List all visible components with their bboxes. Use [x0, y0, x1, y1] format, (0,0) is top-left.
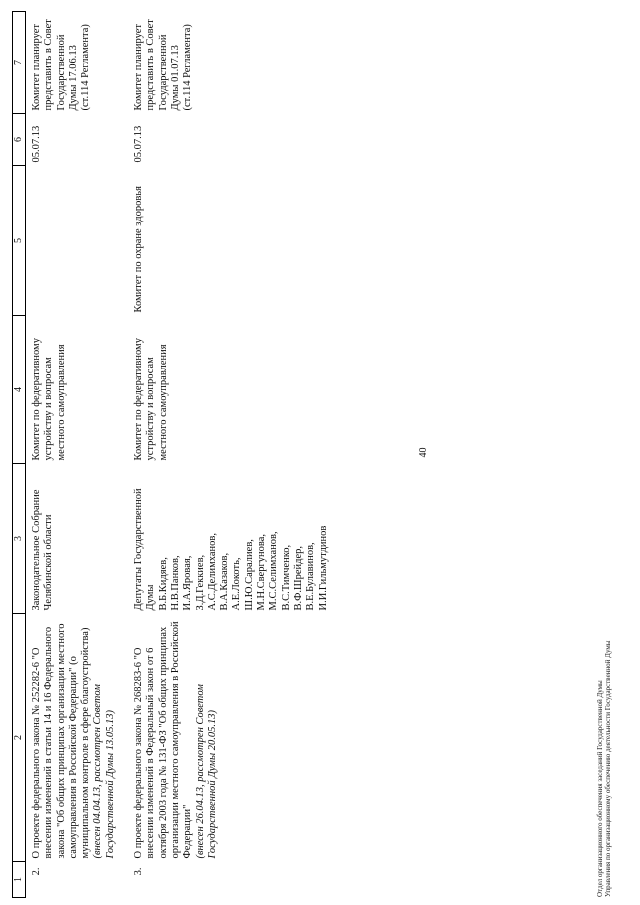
review-date: 05.07.13	[133, 125, 145, 163]
deputy-name: М.С.Селимханов,	[268, 531, 280, 611]
initiator: Депутаты Государственной Думы	[133, 488, 157, 611]
column-header: 2	[13, 614, 26, 862]
column-header: 7	[13, 12, 26, 114]
table-header-row	[13, 12, 26, 898]
bill-note: (внесен 26.04.13, рассмотрен Советом Государственной Думы 20.05.13)	[194, 684, 218, 859]
deputy-name: Ш.Ю.Саралиев,	[243, 539, 255, 611]
co-executor-committee	[26, 166, 120, 316]
deputy-name: И.А.Яровая,	[182, 555, 194, 611]
deputies-list	[158, 467, 330, 611]
co-executor-committee: Комитет по охране здоровья	[133, 186, 145, 313]
table-row	[26, 12, 120, 898]
bill-title: О проекте федерального закона № 252282-6 "О внесении изменений в статьи 14 и 16 Федерального закона "Об общих принципах организации местного самоуправления в Российской Федерации" (о муниципальном контроле в сфере благоустройства)	[31, 623, 92, 859]
row-number: 2.	[31, 867, 42, 876]
deputy-name: А.Е.Локоть,	[231, 557, 243, 611]
initiator-cell	[26, 464, 120, 614]
deputy-name: В.Б.Кидяев,	[157, 557, 169, 611]
deputy-name: В.С.Тимченко,	[280, 544, 292, 611]
bill-cell	[26, 614, 120, 862]
column-header: 5	[13, 166, 26, 316]
bill-note: (внесен 04.04.13, рассмотрен Советом Государственной Думы 13.05.13)	[92, 684, 116, 859]
deputy-name: И.И.Гильмутдинов	[317, 525, 329, 611]
table-row	[119, 12, 332, 898]
deputy-name: З.Д.Геккиев,	[194, 554, 206, 611]
deputy-name: В.Ф.Шрейдер,	[292, 545, 304, 611]
deputy-name: В.Е.Булавинов,	[305, 542, 317, 611]
deputy-name: Н.В.Панков,	[169, 555, 181, 611]
column-header: 4	[13, 316, 26, 464]
initiator: Законодательное Собрание Челябинской области	[31, 489, 55, 611]
column-header: 1	[13, 862, 26, 898]
bills-table	[12, 11, 332, 898]
footer-line: Отдел организационного обеспечения заседаний Государственной Думы	[596, 680, 604, 897]
deputy-name: В.А.Казаков,	[219, 552, 231, 611]
initiator-cell	[119, 464, 332, 614]
column-header: 3	[13, 464, 26, 614]
bill-title: О проекте федерального закона № 268283-6 "О внесении изменений в Федеральный закон от 6 октября 2003 года № 131-ФЗ "Об общих принципах организации местного самоуправления в Российской Федерации"	[133, 621, 194, 859]
page-number: 40	[418, 447, 429, 458]
review-date: 05.07.13	[31, 125, 42, 163]
deputy-name: А.С.Делимханов,	[206, 532, 218, 611]
responsible-committee: Комитет по федеративному устройству и вопросам местного самоуправления	[31, 338, 67, 461]
footer-line: Управления по организационному обеспечению деятельности Государственной Думы	[604, 640, 612, 897]
plan-note: Комитет планирует представить в Совет Государственной Думы 01.07.13 (ст.114 Регламента)	[133, 19, 194, 111]
deputy-name: М.Н.Свергунова,	[256, 533, 268, 611]
plan-note: Комитет планирует представить в Совет Государственной Думы 17.06.13 (ст.114 Регламента)	[31, 19, 92, 111]
responsible-committee: Комитет по федеративному устройству и вопросам местного самоуправления	[133, 338, 169, 461]
bill-cell	[119, 614, 332, 862]
footer	[596, 641, 612, 897]
row-number: 3.	[133, 867, 145, 876]
column-header: 6	[13, 114, 26, 166]
